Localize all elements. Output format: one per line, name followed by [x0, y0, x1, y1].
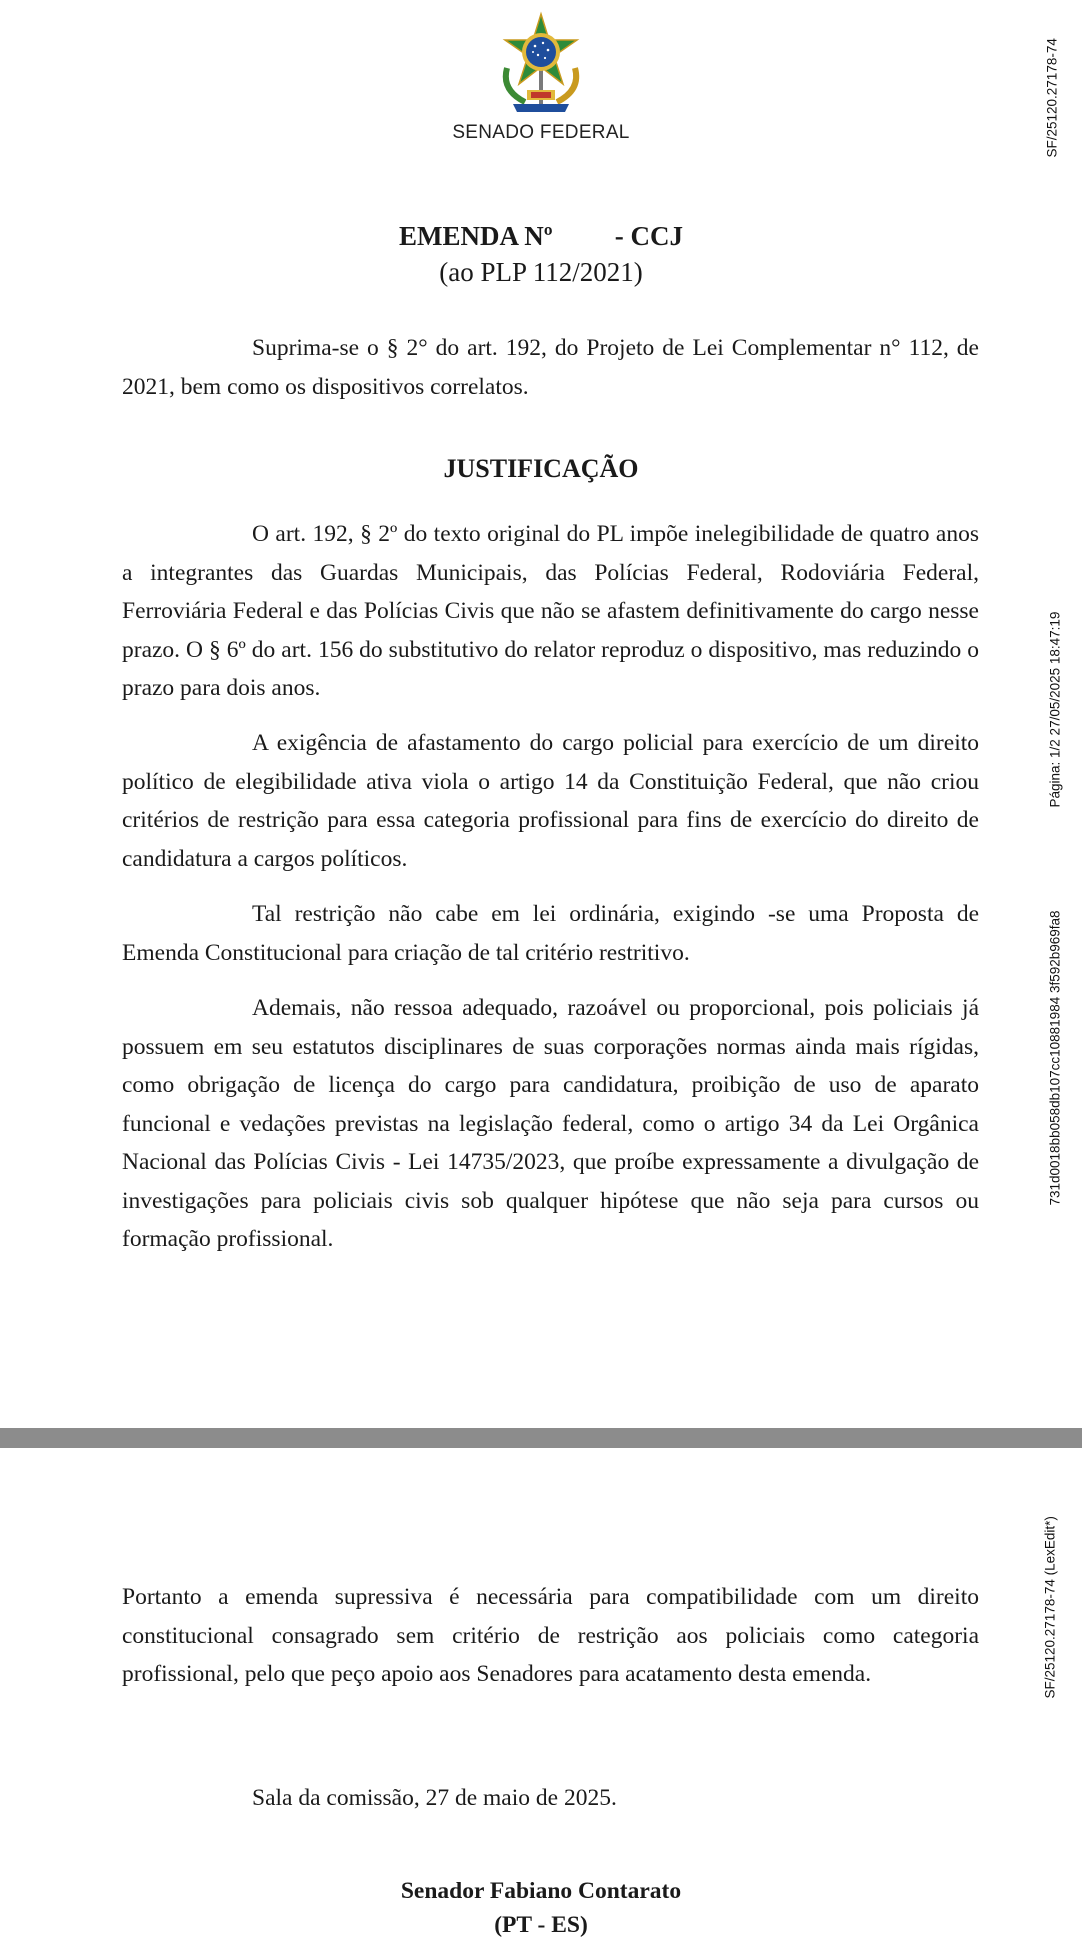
paragraph-1: O art. 192, § 2º do texto original do PL impõe inelegibilidade de quatro anos a integrantes das Guardas Municipais, das Polícias Federal, Rodoviária Federal, Ferroviária Federal e das Polícias Civis que não se afastem definitivamente do cargo nesse prazo. O § 6º do art. 156 do substitutivo do relator reproduz o dispositivo, mas reduzindo o prazo para dois anos.: [122, 521, 979, 701]
amendment-title: [0, 218, 1082, 290]
signature-block: [0, 1874, 1082, 1942]
amendment-number-label: EMENDA Nº: [399, 221, 553, 251]
institution-name: SENADO FEDERAL: [452, 122, 630, 143]
signature-party: (PT - ES): [494, 1912, 588, 1938]
paragraph-3: Tal restrição não cabe em lei ordinária, exigindo -se uma Proposta de Emenda Constitucional para criação de tal critério restritivo.: [122, 901, 979, 966]
paragraph-4: Ademais, não ressoa adequado, razoável ou proporcional, pois policiais já possuem em seu estatutos disciplinares de suas corporações normas ainda mais rígidas, como obrigação de licença do cargo para candidatura, proibição de uso de aparato funcional e vedações previstas na legislação federal, como o artigo 34 da Lei Orgânica Nacional das Polícias Civis - Lei 14735/2023, que proíbe expressamente a divulgação de investigações para policiais civis sob qualquer hipótese que não seja para cursos ou formação profissional.: [122, 995, 979, 1252]
margin-document-code: SF/25120.27178-74: [1044, 38, 1060, 158]
document-page-2: [0, 1448, 1082, 1946]
amendment-text: Suprima-se o § 2° do art. 192, do Projeto de Lei Complementar n° 112, de 2021, bem como os dispositivos correlatos.: [122, 335, 979, 400]
paragraph-2: A exigência de afastamento do cargo policial para exercício de um direito político de elegibilidade ativa viola o artigo 14 da Constituição Federal, que não criou critérios de restrição para essa categoria profissional para fins de exercício do direito de candidatura a cargos políticos.: [122, 730, 979, 872]
document-header: [0, 10, 1082, 144]
margin-document-code-2: SF/25120.27178-74 (LexEdit*): [1042, 1516, 1058, 1699]
signature-name: Senador Fabiano Contarato: [400, 1878, 682, 1904]
margin-page-info: Página: 1/2 27/05/2025 18:47:19: [1047, 611, 1063, 808]
coat-of-arms-icon: [491, 10, 591, 120]
amendment-subtitle: (ao PLP 112/2021): [439, 257, 643, 287]
section-title-justification: JUSTIFICAÇÃO: [443, 454, 639, 483]
date-line: Sala da comissão, 27 de maio de 2025.: [252, 1785, 617, 1811]
page-divider: [0, 1428, 1082, 1448]
margin-hash: 731d0018bb058db107cc10881984 3f592b969fa8: [1047, 910, 1063, 1206]
paragraph-5: Portanto a emenda supressiva é necessária para compatibilidade com um direito constitucional consagrado sem critério de restrição aos policiais como categoria profissional, pelo que peço apoio aos Senadores para acatamento desta emenda.: [122, 1584, 979, 1687]
committee-label: - CCJ: [614, 221, 683, 251]
